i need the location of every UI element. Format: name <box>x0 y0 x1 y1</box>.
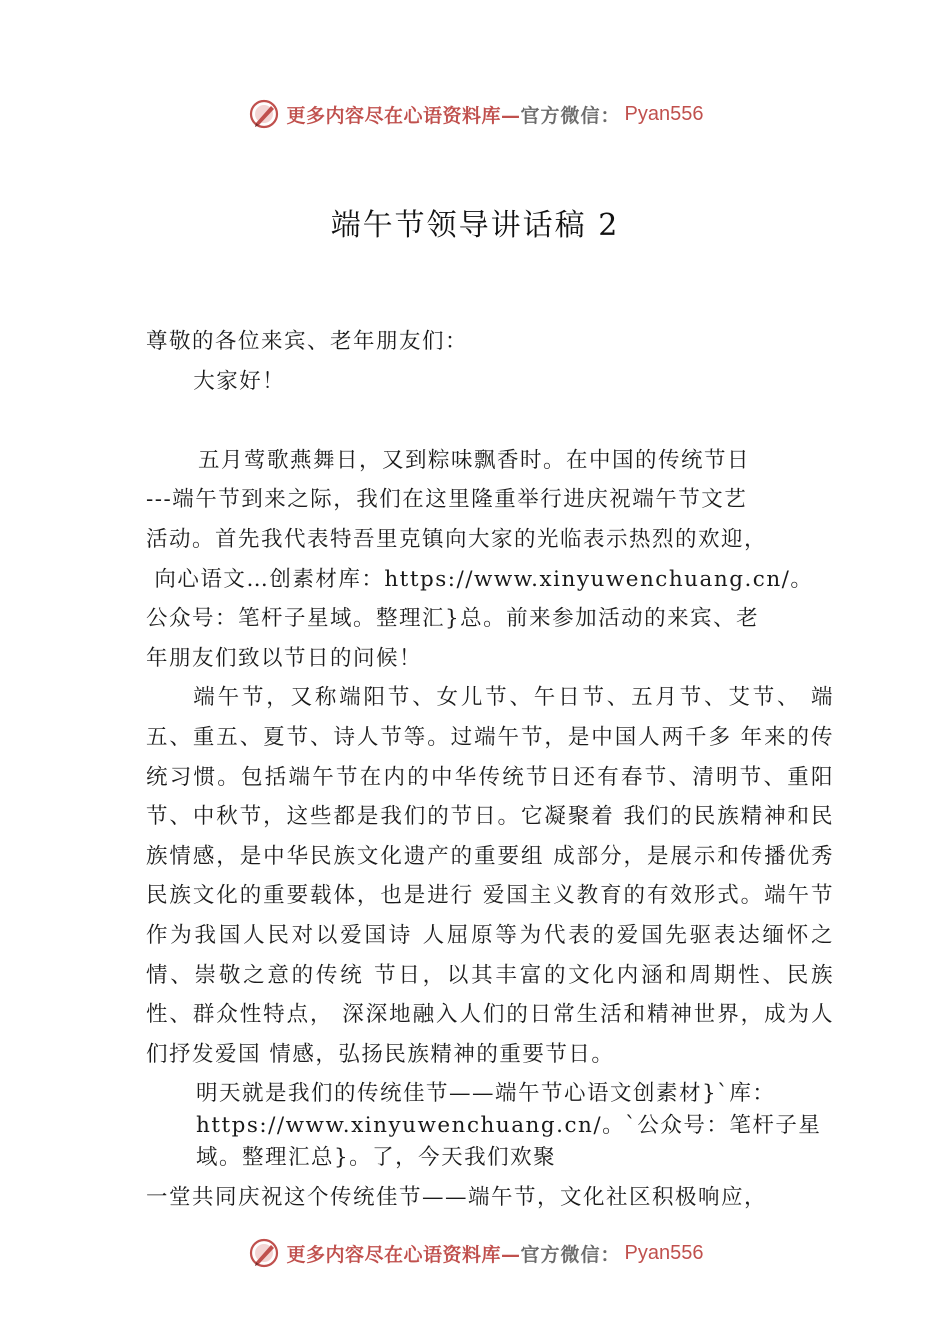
paragraph-3-line-1: 明天就是我们的传统佳节——端午节心语文创素材}`库： <box>196 1081 776 1107</box>
footer-banner[interactable] <box>0 1233 950 1273</box>
pen-logo-icon <box>247 1236 281 1270</box>
salutation: 尊敬的各位来宾、老年朋友们： <box>146 329 469 354</box>
paragraph-1-line-2: ---端午节到来之际，我们在这里隆重举行进庆祝端午节文艺 <box>146 487 748 513</box>
paragraph-4: 一堂共同庆祝这个传统佳节——端午节，文化社区积极响应， <box>146 1185 768 1211</box>
banner-wechat-id: Pyan556 <box>624 102 704 125</box>
paragraph-3 <box>196 1074 834 1178</box>
banner-text: 更多内容尽在心语资料库— <box>286 1243 521 1266</box>
paragraph-3-line-2: https://www.xinyuwenchuang.cn/。`公众号：笔杆子星 <box>196 1113 822 1139</box>
banner-wechat-id: Pyan556 <box>624 1241 704 1264</box>
banner-text: 更多内容尽在心语资料库— <box>286 104 521 127</box>
paragraph-1 <box>146 401 834 678</box>
paragraph-1-line-5: 公众号：笔杆子星域。整理汇}总。前来参加活动的来宾、老 <box>146 606 760 632</box>
pen-logo-icon <box>247 97 281 131</box>
banner-label: 官方微信： <box>520 1243 621 1266</box>
banner-label: 官方微信： <box>520 104 621 127</box>
paragraph-1-line-1: 五月莺歌燕舞日，又到粽味飘香时。在中国的传统节日 <box>198 447 751 473</box>
header-banner[interactable] <box>0 94 950 134</box>
paragraph-1-line-6: 年朋友们致以节日的问候！ <box>146 645 423 671</box>
paragraph-2: 端午节，又称端阳节、女儿节、午日节、五月节、艾节、 端五、重五、夏节、诗人节等。过端午节，是中国人两千多 年来的传统习惯。包括端午节在内的中华传统节日还有春节、清明节、重阳节、中秋节，这些都是我们的节日。它凝聚着 我们的民族精神和民族情感，是中华民族文化遗产的重要组 成部分，是展示和传播优秀民族文化的重要载体，也是进行 爱国主义教育的有效形式。端午节作为我国人民对以爱国诗 人屈原等为代表的爱国先驱表达缅怀之情、崇敬之意的传统 节日，以其丰富的文化内涵和周期性、民族性、群众性特点， 深深地融入人们的日常生活和精神世界，成为人们抒发爱国 情感，弘扬民族精神的重要节日。 <box>146 685 834 1067</box>
document-title: 端午节领导讲话稿 2 <box>330 208 620 243</box>
paragraph-3-line-3: 域。整理汇总}。了，今天我们欢聚 <box>196 1145 557 1171</box>
greeting: 大家好！ <box>193 368 286 394</box>
paragraph-1-line-4: 向心语文…创素材库：https://www.xinyuwenchuang.cn/。 <box>146 566 814 592</box>
document-body <box>146 322 834 1218</box>
paragraph-1-line-3: 活动。首先我代表特吾里克镇向大家的光临表示热烈的欢迎， <box>146 526 768 552</box>
